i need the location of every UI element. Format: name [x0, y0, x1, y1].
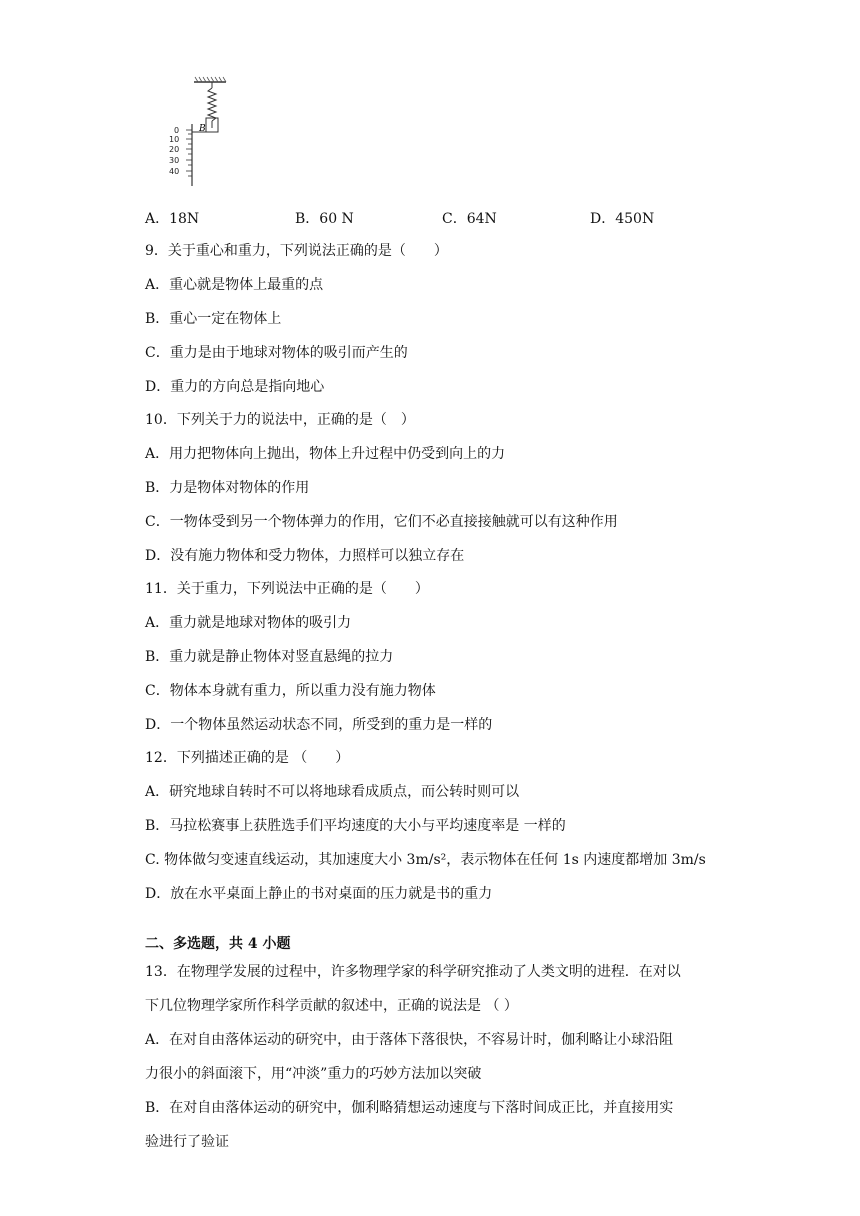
q11-option-b: B．重力就是静止物体对竖直悬绳的拉力 [145, 649, 394, 665]
q13-stem-line2: 下几位物理学家所作科学贡献的叙述中，正确的说法是 （ ） [145, 998, 518, 1014]
q13-stem-line1: 13．在物理学发展的过程中，许多物理学家的科学研究推动了人类文明的进程．在对以 [145, 964, 681, 980]
q8-options [145, 208, 765, 228]
q10-stem: 10．下列关于力的说法中，正确的是（ ） [145, 412, 415, 428]
q13-option-b-line2: 验进行了验证 [145, 1134, 229, 1150]
q13-option-a-line1: A．在对自由落体运动的研究中，由于落体下落很快，不容易计时，伽利略让小球沿阻 [145, 1032, 674, 1048]
scale-label: 40 [169, 167, 180, 176]
q10-option-b: B．力是物体对物体的作用 [145, 480, 310, 496]
q8-option-c: C．64N [442, 211, 497, 227]
q10-option-d: D．没有施力物体和受力物体，力照样可以独立存在 [145, 548, 465, 564]
q12-option-c: C. 物体做匀变速直线运动，其加速度大小 3m/s²，表示物体在任何 1s 内速度都增加 3m/s [145, 852, 706, 868]
q9-option-d: D．重力的方向总是指向地心 [145, 379, 325, 395]
scale-label: 30 [169, 156, 180, 165]
q8-option-d: D．450N [590, 211, 655, 227]
q12-stem: 12．下列描述正确的是 （ ） [145, 750, 350, 766]
q11-option-d: D．一个物体虽然运动状态不同，所受到的重力是一样的 [145, 717, 493, 733]
q9-option-b: B．重心一定在物体上 [145, 311, 282, 327]
q9-option-a: A．重心就是物体上最重的点 [145, 277, 324, 293]
scale-label: 20 [169, 145, 180, 154]
scale-label: 0 [174, 126, 180, 135]
q13-option-a-line2: 力很小的斜面滚下，用“冲淡”重力的巧妙方法加以突破 [145, 1066, 482, 1082]
q9-option-c: C．重力是由于地球对物体的吸引而产生的 [145, 345, 408, 361]
point-label: B [199, 124, 206, 134]
q8-option-b: B．60 N [295, 211, 354, 227]
q12-option-d: D．放在水平桌面上静止的书对桌面的压力就是书的重力 [145, 886, 493, 902]
scale-label: 10 [169, 135, 180, 144]
q11-option-a: A．重力就是地球对物体的吸引力 [145, 615, 352, 631]
q8-option-a: A．18N [145, 211, 200, 227]
q10-option-c: C．一物体受到另一个物体弹力的作用，它们不必直接接触就可以有这种作用 [145, 514, 618, 530]
q11-stem: 11．关于重力，下列说法中正确的是（ ） [145, 581, 429, 597]
q13-option-b-line1: B．在对自由落体运动的研究中，伽利略猜想运动速度与下落时间成正比，并直接用实 [145, 1100, 674, 1116]
spring-scale-figure [162, 76, 232, 188]
q12-option-b: B．马拉松赛事上获胜选手们平均速度的大小与平均速度率是 一样的 [145, 818, 566, 834]
q9-stem: 9．关于重心和重力，下列说法正确的是（ ） [145, 243, 448, 259]
q11-option-c: C．物体本身就有重力，所以重力没有施力物体 [145, 683, 436, 699]
q12-option-a: A．研究地球自转时不可以将地球看成质点，而公转时则可以 [145, 784, 520, 800]
section-heading: 二、多选题，共 4 小题 [145, 936, 291, 952]
q10-option-a: A．用力把物体向上抛出，物体上升过程中仍受到向上的力 [145, 446, 506, 462]
